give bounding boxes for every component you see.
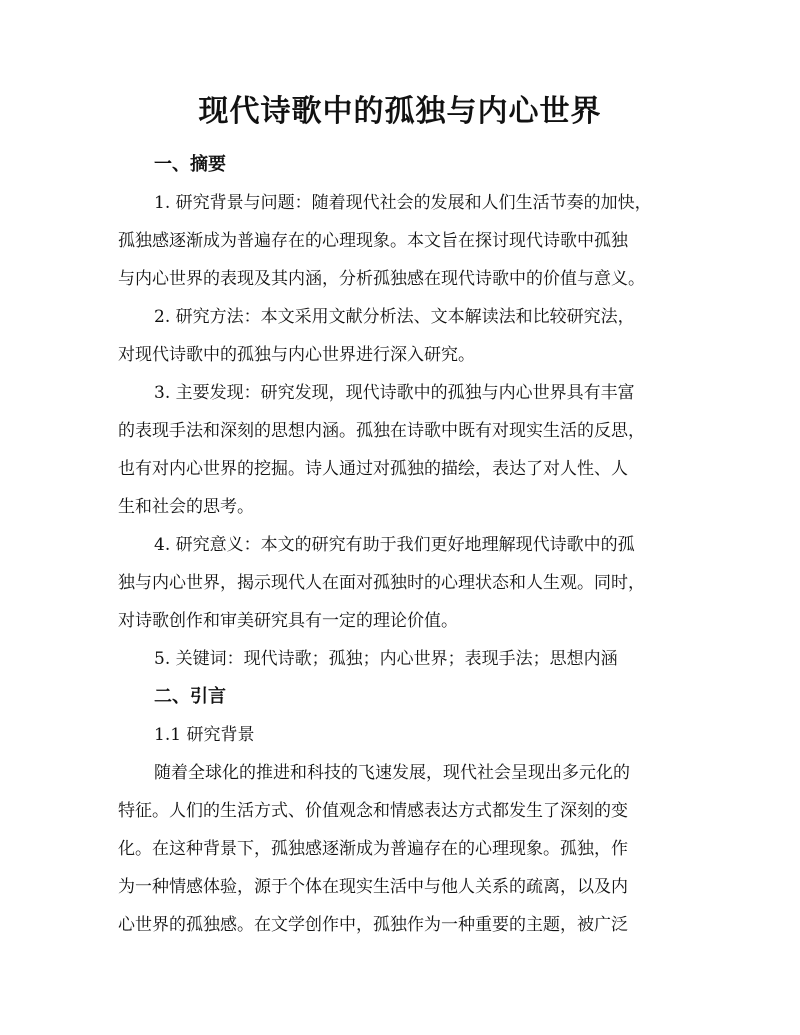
document-body — [118, 146, 686, 944]
section-heading-intro: 二、引言 — [154, 686, 226, 707]
text-line: 与内心世界的表现及其内涵，分析孤独感在现代诗歌中的价值与意义。 — [118, 269, 645, 289]
abstract-item-significance — [118, 526, 686, 640]
text-line: 2. 研究方法：本文采用文献分析法、文本解读法和比较研究法， — [154, 307, 635, 327]
text-line: 随着全球化的推进和科技的飞速发展，现代社会呈现出多元化的 — [154, 763, 630, 783]
text-line: 对诗歌创作和审美研究具有一定的理论价值。 — [118, 611, 458, 631]
text-line: 特征。人们的生活方式、价值观念和情感表达方式都发生了深刻的变 — [118, 801, 628, 821]
subsection-heading-background: 1.1 研究背景 — [154, 725, 255, 745]
text-line: 1. 研究背景与问题：随着现代社会的发展和人们生活节奏的加快， — [154, 193, 652, 213]
text-line: 5. 关键词：现代诗歌；孤独；内心世界；表现手法；思想内涵 — [154, 649, 618, 669]
intro-paragraph — [118, 754, 686, 944]
document-title: 现代诗歌中的孤独与内心世界 — [198, 94, 602, 129]
text-line: 心世界的孤独感。在文学创作中，孤独作为一种重要的主题，被广泛 — [118, 915, 628, 935]
text-line: 的表现手法和深刻的思想内涵。孤独在诗歌中既有对现实生活的反思， — [118, 421, 645, 441]
text-line: 3. 主要发现：研究发现，现代诗歌中的孤独与内心世界具有丰富 — [154, 383, 635, 403]
text-line: 化。在这种背景下，孤独感逐渐成为普遍存在的心理现象。孤独，作 — [118, 839, 628, 859]
text-line: 生和社会的思考。 — [118, 497, 254, 517]
section-heading-abstract: 一、摘要 — [154, 154, 226, 175]
text-line: 独与内心世界，揭示现代人在面对孤独时的心理状态和人生观。同时， — [118, 573, 645, 593]
text-line: 对现代诗歌中的孤独与内心世界进行深入研究。 — [118, 345, 475, 365]
text-line: 孤独感逐渐成为普遍存在的心理现象。本文旨在探讨现代诗歌中孤独 — [118, 231, 628, 251]
abstract-item-findings — [118, 374, 686, 526]
abstract-item-keywords — [118, 640, 686, 678]
abstract-item-background — [118, 184, 686, 298]
text-line: 4. 研究意义：本文的研究有助于我们更好地理解现代诗歌中的孤 — [154, 535, 635, 555]
text-line: 为一种情感体验，源于个体在现实生活中与他人关系的疏离，以及内 — [118, 877, 628, 897]
text-line: 也有对内心世界的挖掘。诗人通过对孤独的描绘，表达了对人性、人 — [118, 459, 628, 479]
abstract-item-method — [118, 298, 686, 374]
